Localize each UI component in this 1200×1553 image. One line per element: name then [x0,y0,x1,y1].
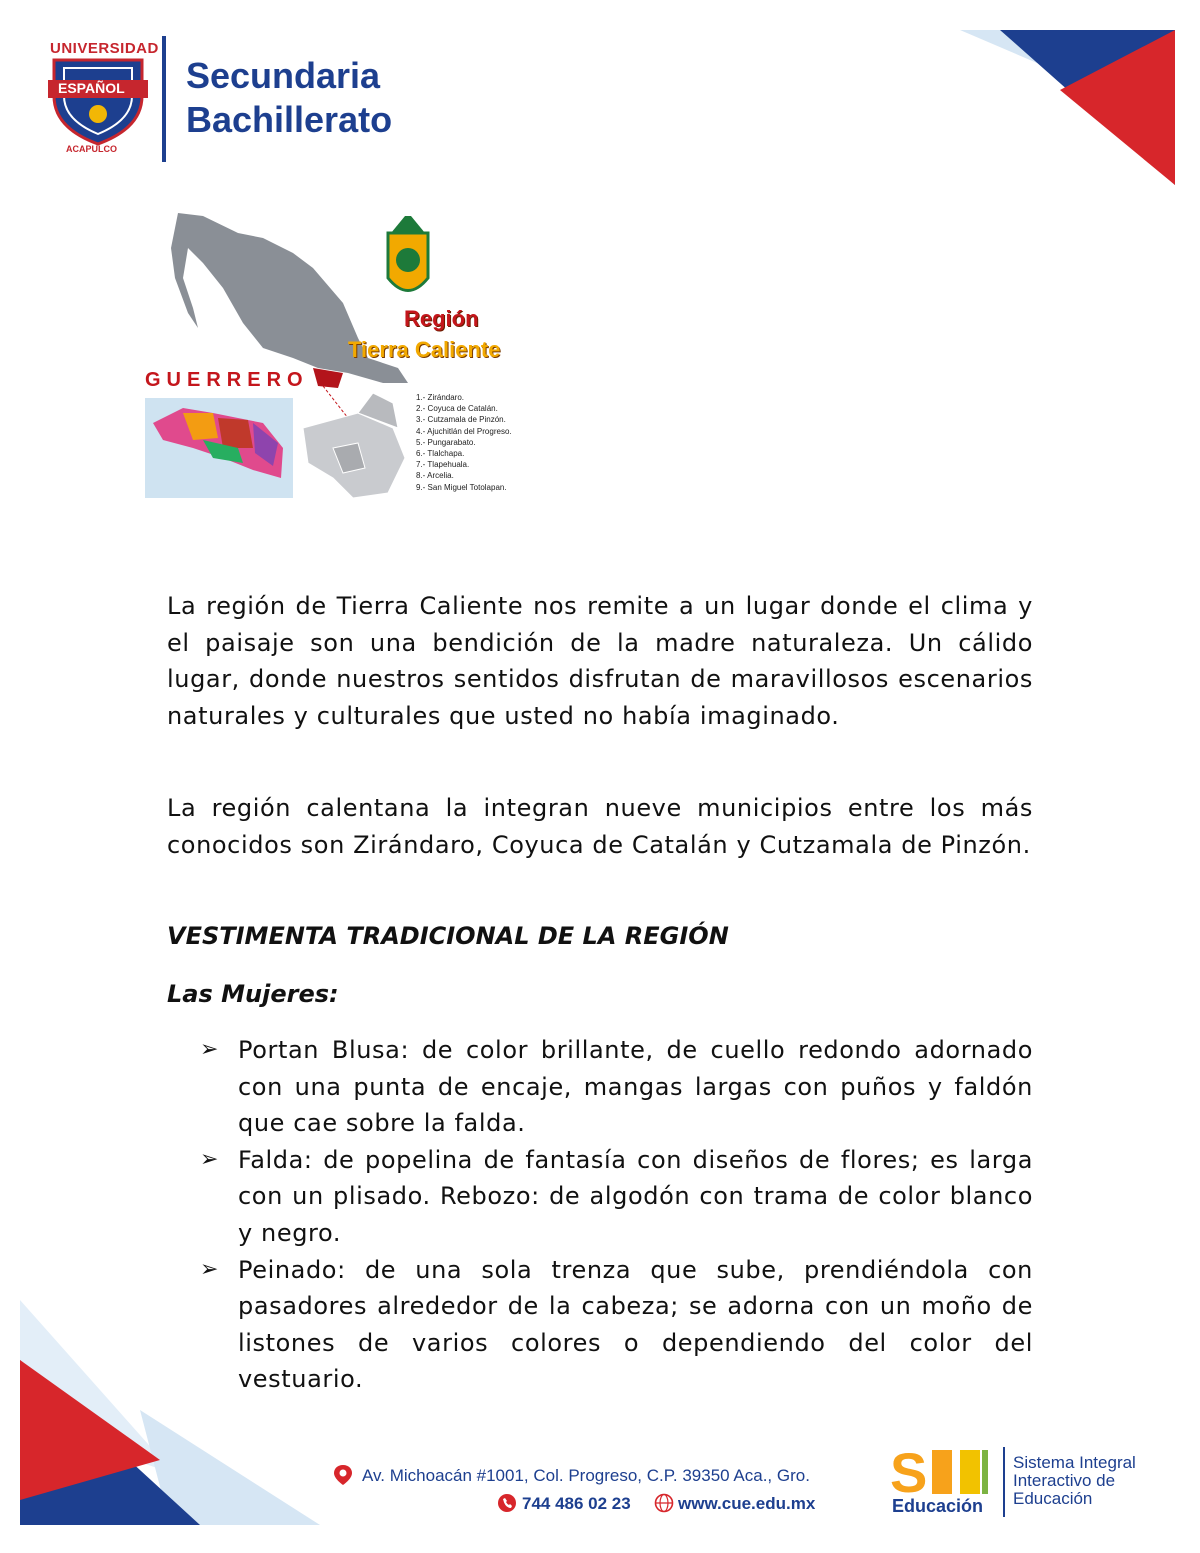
sii-logo-label: Educación [892,1496,984,1516]
municipality-list [416,392,512,493]
bullet-item [200,1252,1033,1398]
municipality-item: 7.- Tlapehuala. [416,460,470,470]
municipality-item: 6.- Tlalchapa. [416,449,465,459]
figure-state-label: GUERRERO [145,369,309,391]
bullet-text: Peinado: de una sola trenza que sube, prendiéndola con pasadores alrededor de la cabeza; se adorna con un moño de listones de varios colores o dependiendo del color del vestuario. [238,1255,1033,1394]
city-label: ACAPULCO [66,144,117,154]
school-shield-logo [48,56,148,146]
bullet-item [200,1142,1033,1252]
sii-line-3: Educación [1013,1489,1093,1508]
top-right-decoration [960,30,1180,190]
footer-address: Av. Michoacán #1001, Col. Progreso, C.P. 39350 Aca., Gro. [362,1466,810,1485]
municipality-item: 3.- Cutzamala de Pinzón. [416,415,506,425]
sii-line-2: Interactivo de [1013,1471,1116,1490]
footer-phone[interactable]: 744 486 02 23 [522,1494,631,1513]
bullet-item [200,1032,1033,1142]
municipality-item: 9.- San Miguel Totolapan. [416,482,507,492]
sii-full-name [1013,1454,1136,1508]
clothing-bullet-list [200,1032,1033,1398]
bullet-text: Falda: de popelina de fantasía con diseños de flores; es larga con un plisado. Rebozo: de algodón con trama de color blanco y negro. [238,1145,1033,1247]
location-pin-icon [333,1464,353,1486]
municipalities-paragraph: La región calentana la integran nueve municipios entre los más conocidos son Zirándaro, Coyuca de Catalán y Cutzamala de Pinzón. [167,794,1033,859]
svg-text:S: S [890,1444,928,1496]
page-title [186,54,392,142]
sii-line-1: Sistema Integral [1013,1453,1136,1472]
bullet-text: Portan Blusa: de color brillante, de cuello redondo adornado con una punta de encaje, mangas largas con puños y faldón que cae sobre la falda. [238,1036,1033,1138]
title-line-2: Bachillerato [186,99,393,140]
sii-logo [890,1444,1000,1496]
municipality-item: 2.- Coyuca de Catalán. [416,404,498,414]
shield-badge-label: ESPAÑOL [58,80,125,96]
municipality-item: 4.- Ajuchitlán del Progreso. [416,426,512,436]
footer-website[interactable]: www.cue.edu.mx [678,1494,816,1513]
header-divider [162,36,166,162]
sii-divider [1003,1447,1005,1517]
arrow-bullet-icon: ➢ [200,1037,220,1062]
figure-region-title: Región [404,306,479,331]
university-label: UNIVERSIDAD [50,40,159,57]
municipality-item: 1.- Zirándaro. [416,393,465,402]
arrow-bullet-icon: ➢ [200,1146,220,1172]
title-line-1: Secundaria [186,55,381,96]
figure-region-subtitle: Tierra Caliente [348,337,501,362]
phone-icon [497,1493,517,1513]
municipality-item: 5.- Pungarabato. [416,437,476,447]
globe-icon [654,1493,674,1513]
subheading-women: Las Mujeres: [167,980,339,1008]
arrow-bullet-icon: ➢ [200,1256,220,1282]
section-heading: VESTIMENTA TRADICIONAL DE LA REGIÓN [167,922,729,950]
municipality-item: 8.- Arcelia. [416,471,454,481]
intro-paragraph: La región de Tierra Caliente nos remite a un lugar donde el clima y el paisaje son una bendición de la madre naturaleza. Un cálido lugar, donde nuestros sentidos disfrutan de maravillosos escenarios naturales y culturales que usted no había imaginado. [167,592,1033,730]
